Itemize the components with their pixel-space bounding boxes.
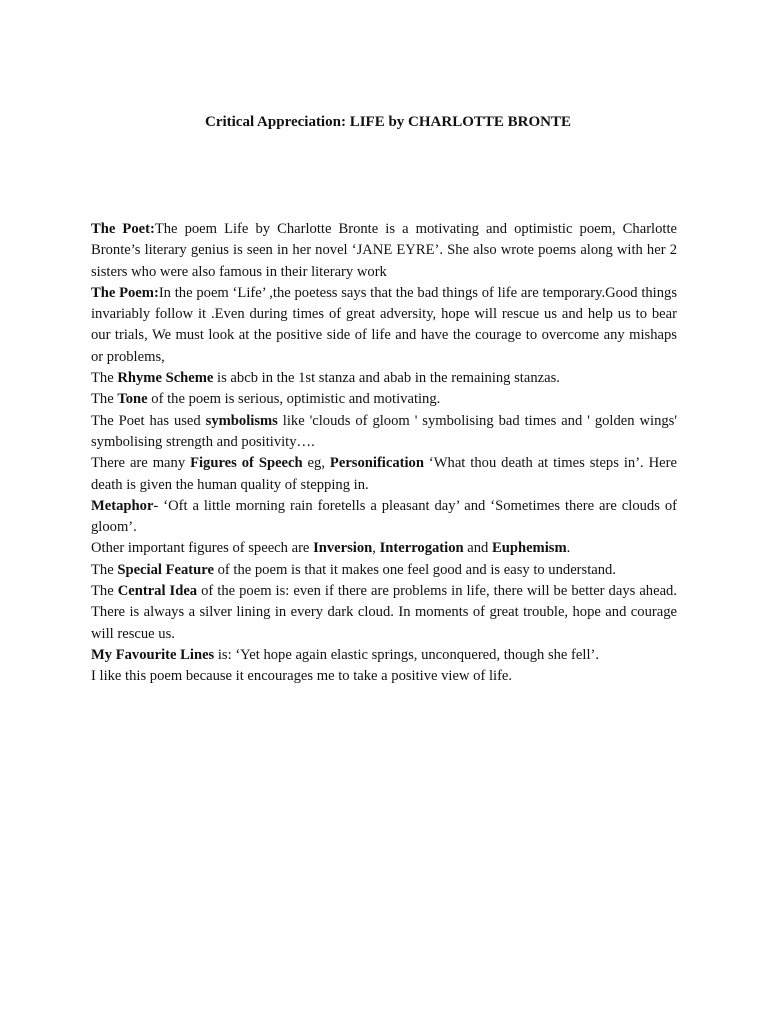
central-term: Central Idea — [117, 583, 198, 600]
other-post: . — [566, 540, 571, 557]
paragraph-favourite-lines — [91, 645, 677, 666]
paragraph-other-figures — [91, 538, 677, 559]
other-sep1: , — [372, 540, 380, 557]
paragraph-conclusion — [91, 666, 677, 687]
favourite-term: My Favourite Lines — [91, 646, 215, 663]
metaphor-term: Metaphor — [91, 497, 154, 514]
favourite-post: is: ‘Yet hope again elastic springs, unconquered, though she fell’. — [214, 646, 600, 663]
special-term: Special Feature — [117, 561, 214, 578]
paragraph-symbolisms — [91, 411, 677, 454]
paragraph-poet — [91, 219, 677, 283]
paragraph-figures-of-speech — [91, 453, 677, 496]
other-pre: Other important figures of speech are — [91, 540, 314, 557]
tone-post: of the poem is serious, optimistic and motivating. — [147, 391, 441, 408]
metaphor-post: - ‘Oft a little morning rain foretells a pleasant day’ and ‘Sometimes there are clouds of gloom’. — [91, 497, 677, 536]
interrogation-term: Interrogation — [379, 540, 464, 557]
tone-term: Tone — [117, 391, 148, 408]
tone-pre: The — [91, 391, 118, 408]
rhyme-post: is abcb in the 1st stanza and abab in the remaining stanzas. — [213, 370, 560, 387]
paragraph-special-feature — [91, 560, 677, 581]
figures-mid: eg, — [302, 455, 330, 472]
figures-pre: There are many — [91, 455, 191, 472]
symbolisms-post: like 'clouds of gloom ' symbolising bad times and ' golden wings' symbolising strength and positivity…. — [91, 412, 677, 450]
paragraph-rhyme-scheme — [91, 368, 677, 389]
other-sep2: and — [463, 540, 492, 557]
conclusion-text: I like this poem because it encourages me to take a positive view of life. — [91, 668, 513, 685]
figures-post: ‘What thou death at times steps in’. Here death is given the human quality of stepping in. — [91, 455, 677, 493]
poet-text: The poem Life by Charlotte Bronte is a motivating and optimistic poem, Charlotte Bronte’s literary genius is seen in her novel ‘JANE EYRE’. She also wrote poems along with her 2 sisters who were also famous in their literary work — [91, 221, 677, 280]
paragraph-central-idea — [91, 581, 677, 645]
rhyme-pre: The — [91, 370, 118, 387]
central-post: of the poem is: even if there are problems in life, there will be better days ahead. There is always a silver lining in every dark cloud. In moments of great trouble, hope and courage will rescue us. — [91, 583, 677, 642]
euphemism-term: Euphemism — [492, 540, 567, 557]
document-body — [91, 219, 677, 688]
document-title: Critical Appreciation: LIFE by CHARLOTTE BRONTE — [204, 114, 571, 130]
poet-label: The Poet: — [91, 221, 155, 237]
paragraph-tone — [91, 389, 677, 410]
paragraph-metaphor — [91, 496, 677, 539]
personification-term: Personification — [329, 455, 424, 472]
symbolisms-term: symbolisms — [205, 412, 278, 429]
special-post: of the poem is that it makes one feel good and is easy to understand. — [213, 561, 616, 578]
special-pre: The — [91, 561, 118, 578]
figures-term: Figures of Speech — [190, 455, 303, 472]
poem-label: The Poem: — [91, 284, 159, 301]
inversion-term: Inversion — [313, 540, 373, 557]
paragraph-poem — [91, 283, 677, 368]
rhyme-term: Rhyme Scheme — [117, 370, 214, 387]
symbolisms-pre: The Poet has used — [91, 412, 206, 429]
poem-text: In the poem ‘Life’ ,the poetess says that the bad things of life are temporary.Good things invariably follow it .Even during times of great adversity, hope will rescue us and help us to bear our trials, We must look at the positive side of life and have the courage to overcome any mishaps or problems, — [91, 284, 677, 365]
central-pre: The — [91, 583, 118, 600]
